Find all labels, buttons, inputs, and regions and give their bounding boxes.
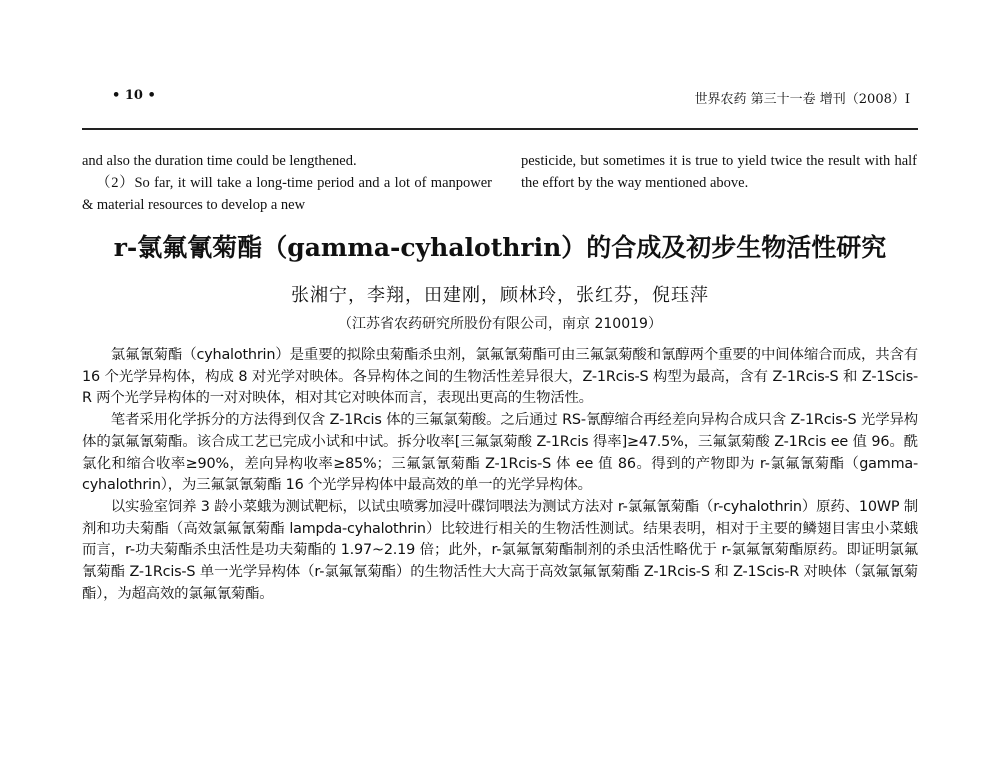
body-paragraph: 笔者采用化学拆分的方法得到仅含 Z-1Rcis 体的三氟氯菊酸。之后通过 RS-氰醇缩合再经差向异构合成只含 Z-1Rcis-S 光学异构体的氯氟氰菊酯。该合成工艺已完成小试和中试。拆分收率[三氟氯菊酸 Z-1Rcis 得率]≥47.5%，三氟氯菊酸 Z-1Rcis ee 值 96。酰氯化和缩合收率≥90%，差向异构收率≥85%；三氟氯氰菊酯 Z-1Rcis-S 体 ee 值 86。得到的产物即为 r-氯氟氰菊酯（gamma-cyhalothrin），为三氟氯氰菊酯 16 个光学异构体中最高效的单一的光学异构体。 xyxy=(82,412,918,494)
header-rule xyxy=(82,128,918,130)
prev-article-text: and also the duration time could be lengthened. xyxy=(82,153,357,169)
prev-article-text: pesticide, but sometimes it is true to yield twice the result with half the effort by the way mentioned above. xyxy=(521,153,917,191)
journal-header: 世界农药 第三十一卷 增刊（2008）Ⅰ xyxy=(694,92,910,107)
page-number: • 10 • xyxy=(112,88,156,103)
article-title: r-氯氟氰菊酯（gamma-cyhalothrin）的合成及初步生物活性研究 xyxy=(113,233,887,262)
prev-article-text: （2）So far, it will take a long-time period and a lot of manpower & material resources to develop a new xyxy=(82,175,492,213)
article-body xyxy=(82,345,918,605)
article-affiliation: （江苏省农药研究所股份有限公司，南京 210019） xyxy=(338,316,662,332)
prev-article-left-column xyxy=(82,150,492,216)
body-paragraph: 氯氟氰菊酯（cyhalothrin）是重要的拟除虫菊酯杀虫剂，氯氟氰菊酯可由三氟氯菊酸和氰醇两个重要的中间体缩合而成，共含有 16 个光学异构体，构成 8 对光学对映体。各异构体之间的生物活性差异很大，Z-1Rcis-S 构型为最高，含有 Z-1Rcis-S 和 Z-1Scis-R 两个光学异构体的一对对映体，相对其它对映体而言，表现出更高的生物活性。 xyxy=(82,347,918,407)
body-paragraph: 以实验室饲养 3 龄小菜蛾为测试靶标，以试虫喷雾加浸叶碟饲喂法为测试方法对 r-氯氟氰菊酯（r-cyhalothrin）原药、10WP 制剂和功夫菊酯（高效氯氟氰菊酯 lampda-cyhalothrin）比较进行相关的生物活性测试。结果表明，相对于主要的鳞翅目害虫小菜蛾而言，r-功夫菊酯杀虫活性是功夫菊酯的 1.97~2.19 倍；此外，r-氯氟氰菊酯制剂的杀虫活性略优于 r-氯氟氰菊酯原药。即证明氯氟氰菊酯 Z-1Rcis-S 单一光学异构体（r-氯氟氰菊酯）的生物活性大大高于高效氯氟氰菊酯 Z-1Rcis-S 和 Z-1Scis-R 对映体（氯氟氰菊酯），为超高效的氯氟氰菊酯。 xyxy=(82,498,918,602)
prev-article-right-column xyxy=(521,150,917,194)
article-authors: 张湘宁，李翔，田建刚，顾林玲，张红芬，倪珏萍 xyxy=(291,285,709,306)
